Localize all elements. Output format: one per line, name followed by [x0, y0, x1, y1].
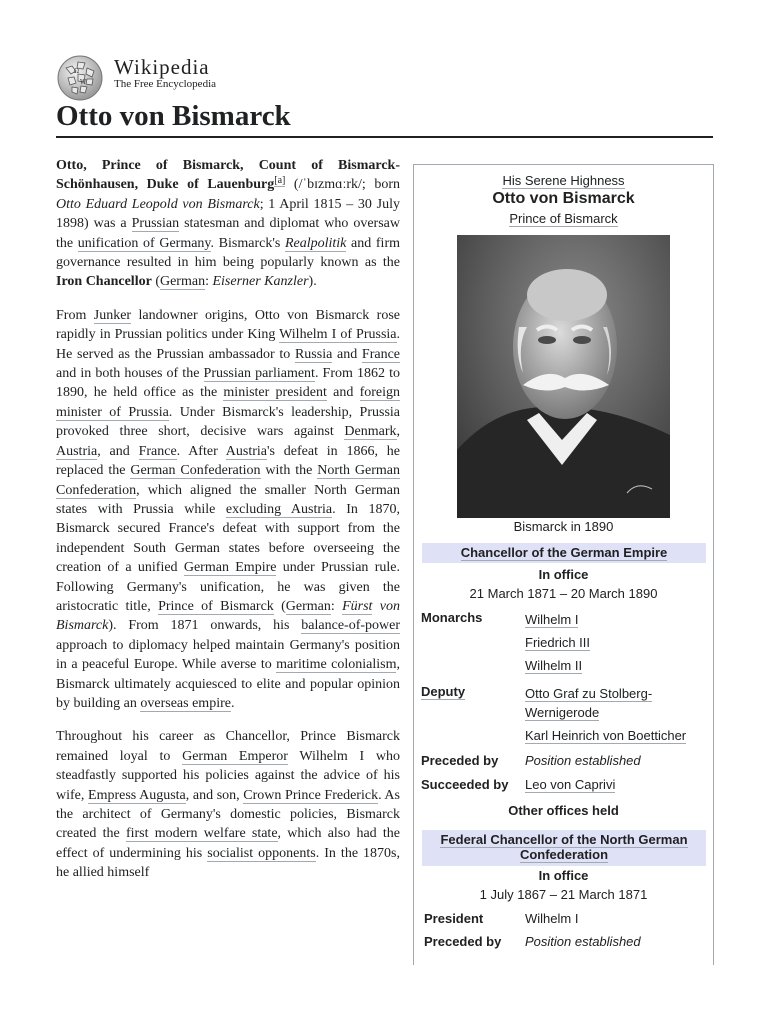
link-empress-augusta[interactable]: Empress Augusta [88, 787, 186, 803]
svg-text:Ω: Ω [74, 68, 79, 75]
deputy-item [525, 686, 652, 701]
text-span: ( [273, 598, 286, 614]
link-furst[interactable] [342, 599, 372, 615]
text-span: ). From 1871 onwards, his [108, 618, 302, 634]
honorific-link[interactable]: His Serene Highness [502, 173, 625, 188]
text-span: (/ˈbɪzmɑːrk/; born [285, 177, 400, 193]
succeeded-by-value [525, 777, 615, 792]
text-span: and firm governance resulted in him being popularly known as the [56, 235, 400, 271]
monarch-link[interactable]: Wilhelm II [525, 658, 583, 673]
text-span: , and [97, 443, 139, 459]
monarchs-label: Monarchs [421, 610, 483, 625]
text-span: : [205, 274, 213, 290]
born-name: Otto Eduard Leopold von Bismarck [56, 196, 260, 212]
paragraph-1 [56, 156, 400, 292]
office-header-north-german [422, 830, 706, 866]
link-german[interactable]: German [159, 274, 206, 290]
text-span: , [396, 424, 400, 440]
text-span: , which also had the effect of undermining his [56, 826, 400, 861]
monarch-link[interactable]: Wilhelm I [525, 612, 579, 627]
german-term: Eiserner Kanzler [212, 274, 309, 290]
site-branding[interactable] [114, 56, 216, 91]
text-span: . In the 1870s, he allied himself [56, 845, 401, 881]
svg-text:W: W [80, 79, 87, 86]
wikipedia-globe-logo[interactable] [56, 54, 104, 102]
text-span: and in both houses of the [56, 366, 204, 382]
link-german-emperor[interactable]: German Emperor [182, 748, 288, 764]
link-junker[interactable]: Junker [93, 307, 132, 323]
text-span: and [326, 385, 360, 401]
link-crown-prince-frederick[interactable]: Crown Prince Frederick [243, 787, 379, 803]
site-tagline: The Free Encyclopedia [114, 78, 217, 90]
president-label: President [424, 911, 484, 926]
link-maritime-colonialism[interactable]: maritime colonialism [276, 657, 397, 673]
link-france-war[interactable]: France [138, 443, 177, 459]
text-span: ). [308, 274, 317, 290]
link-realpolitik[interactable] [285, 236, 346, 252]
office-header-chancellor [422, 543, 706, 563]
text-span: with the [260, 463, 318, 479]
text-span: . [230, 695, 235, 711]
text-span: . Under Bismarck's leadership, Prussia provoked three short, decisive wars against [56, 404, 400, 440]
image-caption: Bismarck in 1890 [513, 519, 614, 534]
infobox-name: Otto von Bismarck [492, 190, 635, 207]
text-span: , and son, [185, 787, 244, 803]
text-span: Wilhelm I who steadfastly supported his policies against the advice of his wife, [56, 748, 400, 803]
link-prussian[interactable]: Prussian [131, 216, 180, 232]
link-welfare-state[interactable]: first modern welfare state [125, 826, 278, 842]
link-german-language[interactable]: German [285, 598, 331, 614]
link-north-german-confederation[interactable]: North German Confederation [56, 463, 400, 498]
deputy-link-1[interactable]: Otto Graf zu Stolberg- [525, 686, 653, 701]
link-france[interactable]: France [361, 346, 401, 362]
text-span: approach to diplomacy helped maintain Germany's position in a peaceful Europe. While averse to [56, 637, 400, 673]
preceded-by-value [525, 753, 641, 768]
link-russia[interactable]: Russia [294, 346, 333, 362]
furst-text: Fürst [342, 598, 373, 614]
text-span: under Prussian rule. Following Germany's unification, he was given the aristocratic title, [56, 560, 400, 614]
monarch-item [525, 658, 582, 673]
text-span: , Bismarck ultimately acquiesced to elite and popular opinion by building an [56, 657, 400, 711]
infobox-title [414, 211, 713, 226]
preceded-by-label: Preceded by [421, 753, 499, 768]
link-unification[interactable]: unification of Germany [77, 235, 211, 251]
link-german-confederation[interactable]: German Confederation [130, 463, 261, 479]
footnote-link[interactable]: [a] [274, 174, 286, 186]
text-span: : [330, 598, 343, 614]
text-span: statesman and diplomat who oversaw the [56, 216, 400, 251]
link-minister-president[interactable]: minister president [223, 385, 327, 401]
monarch-item [525, 612, 578, 627]
paragraph-2 [56, 306, 400, 714]
article-body [56, 156, 400, 897]
link-german-empire[interactable]: German Empire [183, 560, 277, 576]
text-span: 's defeat in 1866, he replaced the [56, 443, 401, 479]
link-prince-of-bismarck[interactable]: Prince of Bismarck [158, 598, 274, 614]
link-overseas-empire[interactable]: overseas empire [140, 695, 231, 711]
text-span: . In 1870, Bismarck secured France's defeat with support from the independent South German states before overseeing the creation of a unified [56, 501, 400, 576]
link-austria[interactable]: Austria [56, 443, 98, 459]
text-span: . After [176, 443, 226, 459]
preceded-by-label: Preceded by [424, 934, 502, 949]
text-span: . As the architect of Germany's domestic policies, Bismarck created the [56, 787, 400, 842]
site-name: Wikipedia [114, 55, 210, 79]
office-header-line: Confederation [519, 847, 609, 862]
text-span: and [332, 346, 362, 362]
text-span: . Bismarck's [210, 235, 285, 251]
infobox [413, 164, 714, 965]
in-office-label: In office [538, 567, 589, 582]
link-foreign-minister[interactable]: foreign minister of Prussia [56, 385, 401, 420]
office-link-north-german[interactable] [440, 832, 687, 863]
title-suffix: von Bismarck [56, 598, 400, 634]
successor-link[interactable]: Leo von Caprivi [525, 777, 616, 792]
bismarck-portrait-photo[interactable] [457, 235, 670, 518]
lead-bold-name: Otto, Prince of Bismarck, Count of Bismarck-Schönhausen, Duke of Lauenburg [56, 158, 400, 193]
link-denmark[interactable]: Denmark [344, 424, 397, 440]
text-span: Throughout his career as Chancellor, Prince Bismarck remained loyal to [56, 729, 400, 764]
succeeded-by-label: Succeeded by [421, 777, 509, 792]
in-office-label: In office [538, 868, 589, 883]
deputy-link-2[interactable]: Karl Heinrich von Boetticher [525, 728, 687, 743]
title-link[interactable]: Prince of Bismarck [509, 211, 618, 226]
text-span: ; 1 April 1815 – 30 July 1898) was a [56, 196, 400, 232]
realpolitik-text: Realpolitik [284, 235, 347, 251]
link-wilhelm-i[interactable]: Wilhelm I of Prussia [279, 327, 397, 343]
link-austria-defeat[interactable]: Austria [225, 443, 267, 459]
deputy-link-1b[interactable]: Wernigerode [525, 705, 600, 720]
deputy-item [525, 728, 686, 743]
office-header-line: Federal Chancellor of the North German [440, 832, 688, 847]
text-span: . He served as the Prussian ambassador to [56, 327, 400, 362]
page-title: Otto von Bismarck [56, 100, 291, 132]
link-socialist-opponents[interactable]: socialist opponents [207, 845, 316, 861]
link-balance-of-power[interactable]: balance-of-power [301, 618, 400, 634]
monarch-link[interactable]: Friedrich III [525, 635, 591, 650]
link-prussian-parliament[interactable]: Prussian parliament [203, 366, 315, 382]
other-offices-label: Other offices held [508, 803, 619, 818]
text-span: , which aligned the smaller North German states with Prussia while [56, 482, 400, 517]
text-span: ( [151, 274, 160, 290]
text-span: From [56, 307, 94, 323]
title-divider [56, 136, 713, 138]
infobox-honorific [414, 173, 713, 188]
text-span: . From 1862 to 1890, he held office as the [56, 366, 401, 401]
office-term: 21 March 1871 – 20 March 1890 [469, 586, 658, 601]
preceded-by-text: Position established [525, 753, 641, 768]
monarch-item [525, 635, 590, 650]
preceded-by-value [525, 934, 641, 949]
text-span: landowner origins, Otto von Bismarck rose rapidly in Prussian politics under King [56, 307, 400, 343]
office-link-chancellor[interactable]: Chancellor of the German Empire [460, 545, 668, 560]
preceded-by-text: Position established [525, 934, 641, 949]
iron-chancellor: Iron Chancellor [56, 274, 152, 290]
deputy-label [421, 684, 465, 699]
deputy-link[interactable]: Deputy [421, 684, 466, 699]
deputy-item [525, 705, 599, 720]
president-value: Wilhelm I [525, 911, 579, 926]
link-excluding-austria[interactable]: excluding Austria [225, 501, 333, 517]
office-term: 1 July 1867 – 21 March 1871 [479, 887, 648, 902]
paragraph-3 [56, 727, 400, 882]
